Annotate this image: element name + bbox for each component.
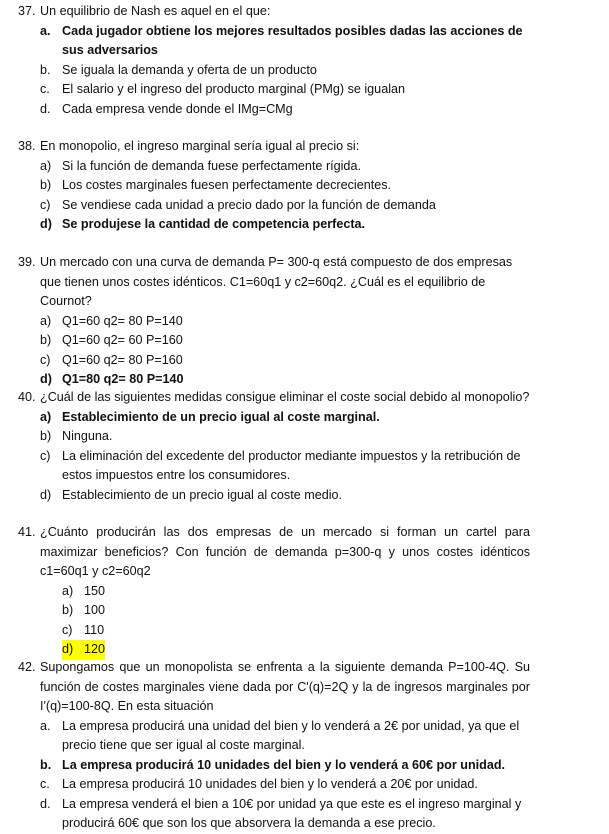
question-number: 40. <box>18 390 36 404</box>
option-b <box>18 176 530 196</box>
option-text: Se vendiese cada unidad a precio dado por la función de demanda <box>62 197 436 212</box>
question-number: 37. <box>18 4 36 18</box>
option-d <box>18 795 530 834</box>
question-39 <box>18 253 530 390</box>
option-c <box>18 351 530 371</box>
option-text: Los costes marginales fuesen perfectamente decrecientes. <box>62 178 392 192</box>
option-text: Q1=60 q2= 80 P=140 <box>62 313 183 328</box>
option-b <box>18 427 530 447</box>
option-text: La eliminación del excedente del productor mediante impuestos y la retribución de estos impuestos entre los consumidores. <box>62 448 521 482</box>
option-text: La empresa producirá 10 unidades del bien y lo venderá a 60€ por unidad. <box>62 757 506 772</box>
option-a <box>18 582 530 602</box>
option-d <box>18 215 530 235</box>
option-text: El salario y el ingreso del producto marginal (PMg) se igualan <box>62 82 406 96</box>
option-a <box>18 157 530 177</box>
question-number: 41. <box>18 525 36 539</box>
question-number: 39. <box>18 255 36 269</box>
option-c <box>18 447 530 486</box>
option-text: 100 <box>84 603 106 617</box>
option-text: Establecimiento de un precio igual al coste medio. <box>62 487 343 502</box>
option-label: b) <box>62 603 74 617</box>
question-37 <box>18 2 530 119</box>
option-text: 110 <box>84 622 105 637</box>
option-d <box>18 486 530 506</box>
option-text: 120 <box>84 642 106 656</box>
option-label: d) <box>40 487 52 502</box>
option-c <box>18 775 530 795</box>
option-c <box>18 196 530 216</box>
option-text: Q1=60 q2= 80 P=160 <box>62 352 183 367</box>
option-label: d. <box>40 796 51 811</box>
option-label: d) <box>40 372 52 386</box>
question-41 <box>18 523 530 660</box>
option-label: a) <box>40 158 52 173</box>
option-label: b) <box>40 178 52 192</box>
option-label: d) <box>40 217 52 231</box>
highlighted-answer <box>62 640 105 660</box>
option-text: Q1=80 q2= 80 P=140 <box>62 372 184 386</box>
option-label: c) <box>40 352 51 367</box>
option-label: a) <box>62 583 74 598</box>
option-a <box>18 408 530 428</box>
option-label: a) <box>40 409 52 424</box>
option-text: Cada empresa vende donde el IMg=CMg <box>62 101 293 116</box>
question-number: 38. <box>18 139 36 153</box>
option-d <box>18 640 530 660</box>
option-text: Si la función de demanda fuese perfectamente rígida. <box>62 158 361 173</box>
option-text: Cada jugador obtiene los mejores resultados posibles dadas las acciones de sus adversarios <box>62 23 523 57</box>
question-text: Un equilibrio de Nash es aquel en el que: <box>40 4 271 18</box>
option-a <box>18 22 530 61</box>
option-label: a. <box>40 718 51 733</box>
option-d <box>18 370 530 390</box>
option-text: Se produjese la cantidad de competencia perfecta. <box>62 217 366 231</box>
option-label: c. <box>40 82 50 96</box>
question-42 <box>18 658 530 834</box>
question-number: 42. <box>18 660 36 674</box>
option-text: Establecimiento de un precio igual al coste marginal. <box>62 409 380 424</box>
option-label: c) <box>40 197 51 212</box>
question-text: ¿Cuánto producirán las dos empresas de un mercado si forman un cartel para maximizar beneficios? Con función de demanda p=300-q y unos costes idénticos c1=60q1 y c2=60q2 <box>40 525 530 578</box>
option-d <box>18 100 530 120</box>
option-text: La empresa venderá el bien a 10€ por unidad ya que este es el ingreso marginal y producirá 60€ que son los que absorvera la demanda a ese precio. <box>62 796 522 830</box>
question-40 <box>18 388 530 505</box>
option-text: La empresa producirá 10 unidades del bien y lo venderá a 20€ por unidad. <box>62 777 478 791</box>
option-text: La empresa producirá una unidad del bien y lo venderá a 2€ por unidad, ya que el precio tiene que ser igual al coste marginal. <box>62 718 520 752</box>
option-c <box>18 621 530 641</box>
option-label: d. <box>40 101 51 116</box>
option-label: a. <box>40 23 51 38</box>
option-a <box>18 717 530 756</box>
option-label: b. <box>40 62 51 77</box>
option-label: c. <box>40 777 50 791</box>
option-text: 150 <box>84 583 106 598</box>
question-text: ¿Cuál de las siguientes medidas consigue eliminar el coste social debido al monopolio? <box>40 390 530 404</box>
option-b <box>18 756 530 776</box>
option-text: Se iguala la demanda y oferta de un producto <box>62 62 317 77</box>
question-text: Supongamos que un monopolista se enfrenta a la siguiente demanda P=100-4Q. Su función de costes marginales viene dada por C'(q)=2Q y la de ingresos marginales por I'(q)=100-8Q. En esta situación <box>40 660 530 713</box>
option-b <box>18 331 530 351</box>
option-c <box>18 80 530 100</box>
option-label: c) <box>40 448 51 463</box>
option-b <box>18 61 530 81</box>
option-b <box>18 601 530 621</box>
option-label: b. <box>40 757 52 772</box>
option-label: c) <box>62 622 73 637</box>
option-text: Ninguna. <box>62 429 113 443</box>
option-text: Q1=60 q2= 60 P=160 <box>62 333 183 347</box>
option-label: b) <box>40 333 52 347</box>
option-label: b) <box>40 429 52 443</box>
question-38 <box>18 137 530 235</box>
option-label: a) <box>40 313 52 328</box>
question-text: Un mercado con una curva de demanda P= 300-q está compuesto de dos empresas que tienen unos costes idénticos. C1=60q1 y c2=60q2. ¿Cuál es el equilibrio de Cournot? <box>40 255 513 308</box>
option-a <box>18 312 530 332</box>
option-label: d) <box>62 642 74 656</box>
question-text: En monopolio, el ingreso marginal sería igual al precio si: <box>40 139 360 153</box>
